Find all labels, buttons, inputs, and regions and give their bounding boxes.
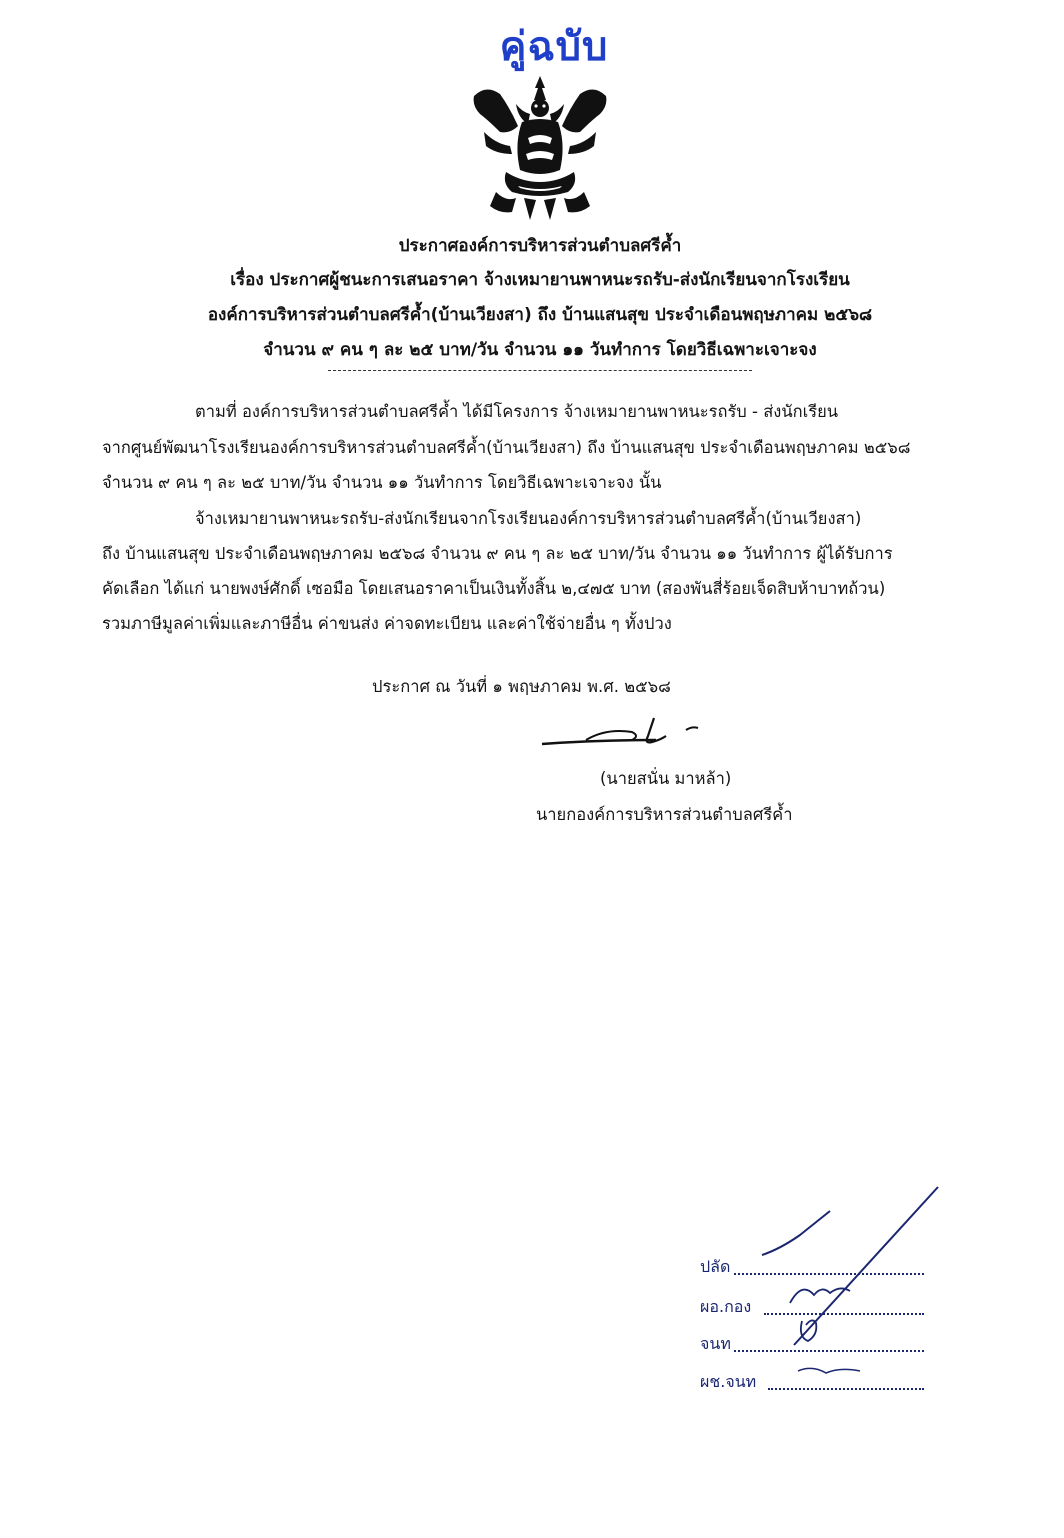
paragraph-1-line-1: ตามที่ องค์การบริหารส่วนตำบลศรีค้ำ ได้มีโครงการ จ้างเหมายานพาหนะรถรับ - ส่งนักเรียน xyxy=(195,402,839,421)
copy-stamp: คู่ฉบับ xyxy=(499,24,609,70)
initials-label-assistant: ผช.จนท xyxy=(700,1372,757,1391)
signature-mark-icon xyxy=(536,714,706,754)
heading-divider xyxy=(328,370,752,371)
heading-subject: เรื่อง ประกาศผู้ชนะการเสนอราคา จ้างเหมายานพาหนะรถรับ-ส่งนักเรียนจากโรงเรียน xyxy=(230,270,850,290)
paragraph-2-line-4: รวมภาษีมูลค่าเพิ่มและภาษีอื่น ค่าขนส่ง ค่าจดทะเบียน และค่าใช้จ่ายอื่น ๆ ทั้งปวง xyxy=(102,614,672,633)
garuda-emblem-icon xyxy=(466,74,614,224)
paragraph-2-line-2: ถึง บ้านแสนสุข ประจำเดือนพฤษภาคม ๒๕๖๘ จำนวน ๙ คน ๆ ละ ๒๕ บาท/วัน จำนวน ๑๑ วันทำการ ผู้ได้รับการ xyxy=(102,544,893,563)
initials-label-officer: จนท xyxy=(700,1334,731,1353)
heading-line-3: องค์การบริหารส่วนตำบลศรีค้ำ(บ้านเวียงสา) ถึง บ้านแสนสุข ประจำเดือนพฤษภาคม ๒๕๖๘ xyxy=(207,305,873,325)
paragraph-1-line-2: จากศูนย์พัฒนาโรงเรียนองค์การบริหารส่วนตำบลศรีค้ำ(บ้านเวียงสา) ถึง บ้านแสนสุข ประจำเดือนพฤษภาคม ๒๕๖๘ xyxy=(102,438,911,457)
signatory-name: (นายสนั่น มาหล้า) xyxy=(600,769,732,788)
announce-date: ประกาศ ณ วันที่ ๑ พฤษภาคม พ.ศ. ๒๕๖๘ xyxy=(372,677,671,696)
paragraph-2-line-1: จ้างเหมายานพาหนะรถรับ-ส่งนักเรียนจากโรงเรียนองค์การบริหารส่วนตำบลศรีค้ำ(บ้านเวียงสา) xyxy=(195,509,862,528)
heading-line-1: ประกาศองค์การบริหารส่วนตำบลศรีค้ำ xyxy=(398,236,682,256)
initials-label-director: ผอ.กอง xyxy=(700,1297,752,1316)
paragraph-1-line-3: จำนวน ๙ คน ๆ ละ ๒๕ บาท/วัน จำนวน ๑๑ วันทำการ โดยวิธีเฉพาะเจาะจง นั้น xyxy=(102,473,662,492)
signatory-position: นายกองค์การบริหารส่วนตำบลศรีค้ำ xyxy=(536,805,793,824)
paragraph-2-line-3: คัดเลือก ได้แก่ นายพงษ์ศักดิ์ เซอมือ โดยเสนอราคาเป็นเงินทั้งสิ้น ๒,๔๗๕ บาท (สองพันสี่ร้อยเจ็ดสิบห้าบาทถ้วน) xyxy=(102,579,886,598)
initials-label-deputy: ปลัด xyxy=(700,1257,731,1276)
heading-line-4: จำนวน ๙ คน ๆ ละ ๒๕ บาท/วัน จำนวน ๑๑ วันทำการ โดยวิธีเฉพาะเจาะจง xyxy=(263,340,817,360)
initials-scribble-icon xyxy=(690,1185,940,1405)
initials-panel xyxy=(690,1185,940,1405)
